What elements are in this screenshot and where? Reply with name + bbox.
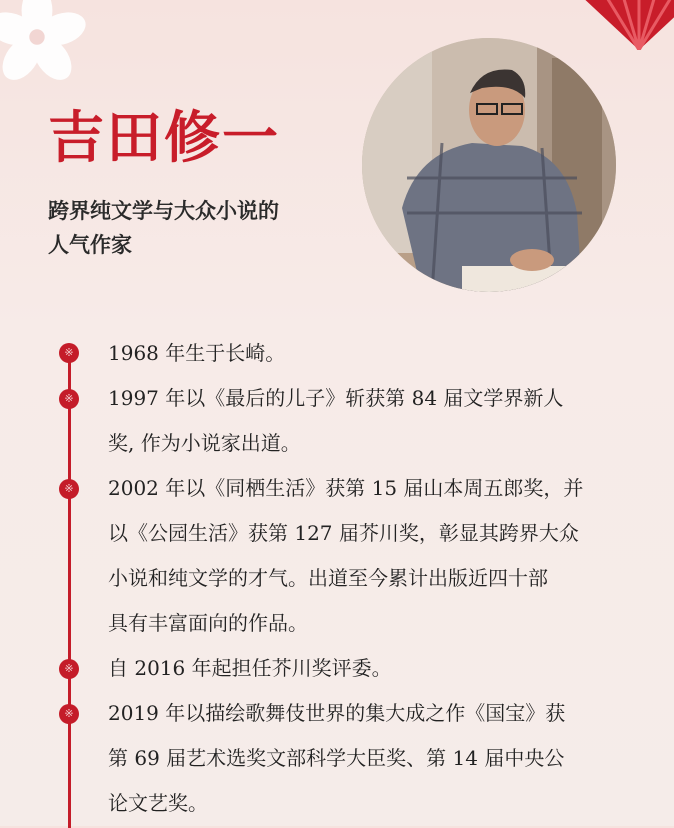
timeline-line <box>68 348 71 828</box>
timeline-event-1997 <box>108 376 628 466</box>
timeline-marker <box>59 704 79 724</box>
author-portrait <box>362 38 616 292</box>
event-line: 以《公园生活》获第 127 届芥川奖，彰显其跨界大众 <box>108 521 579 545</box>
timeline-event-1968 <box>108 331 628 376</box>
subtitle <box>48 194 348 262</box>
timeline-event-2002 <box>108 466 628 646</box>
event-line: 2002 年以《同栖生活》获第 15 届山本周五郎奖，并 <box>108 476 584 500</box>
page-title: 吉田修一 <box>48 105 280 171</box>
event-line: 小说和纯文学的才气。出道至今累计出版近四十部 <box>108 566 548 590</box>
marker-glyph: ※ <box>64 707 74 720</box>
event-line: 1968 年生于长崎。 <box>108 341 286 365</box>
timeline-marker <box>59 343 79 363</box>
marker-glyph: ※ <box>64 392 74 405</box>
marker-glyph: ※ <box>64 482 74 495</box>
timeline-marker <box>59 479 79 499</box>
event-line: 论文艺奖。 <box>108 791 208 815</box>
timeline-marker <box>59 389 79 409</box>
event-line: 具有丰富面向的作品。 <box>108 611 308 635</box>
marker-glyph: ※ <box>64 662 74 675</box>
career-timeline <box>0 330 674 826</box>
event-line: 1997 年以《最后的儿子》斩获第 84 届文学界新人 <box>108 386 564 410</box>
timeline-marker <box>59 659 79 679</box>
subtitle-line: 跨界纯文学与大众小说的 <box>48 199 279 223</box>
event-line: 第 69 届艺术选奖文部科学大臣奖、第 14 届中央公 <box>108 746 565 770</box>
event-line: 奖, 作为小说家出道。 <box>108 431 301 455</box>
marker-glyph: ※ <box>64 346 74 359</box>
timeline-event-2016 <box>108 646 628 691</box>
subtitle-line: 人气作家 <box>48 233 132 257</box>
sakura-flower-icon <box>0 0 92 92</box>
event-line: 自 2016 年起担任芥川奖评委。 <box>108 656 392 680</box>
red-fan-icon <box>564 0 674 50</box>
timeline-event-2019 <box>108 691 628 826</box>
event-line: 2019 年以描绘歌舞伎世界的集大成之作《国宝》获 <box>108 701 566 725</box>
